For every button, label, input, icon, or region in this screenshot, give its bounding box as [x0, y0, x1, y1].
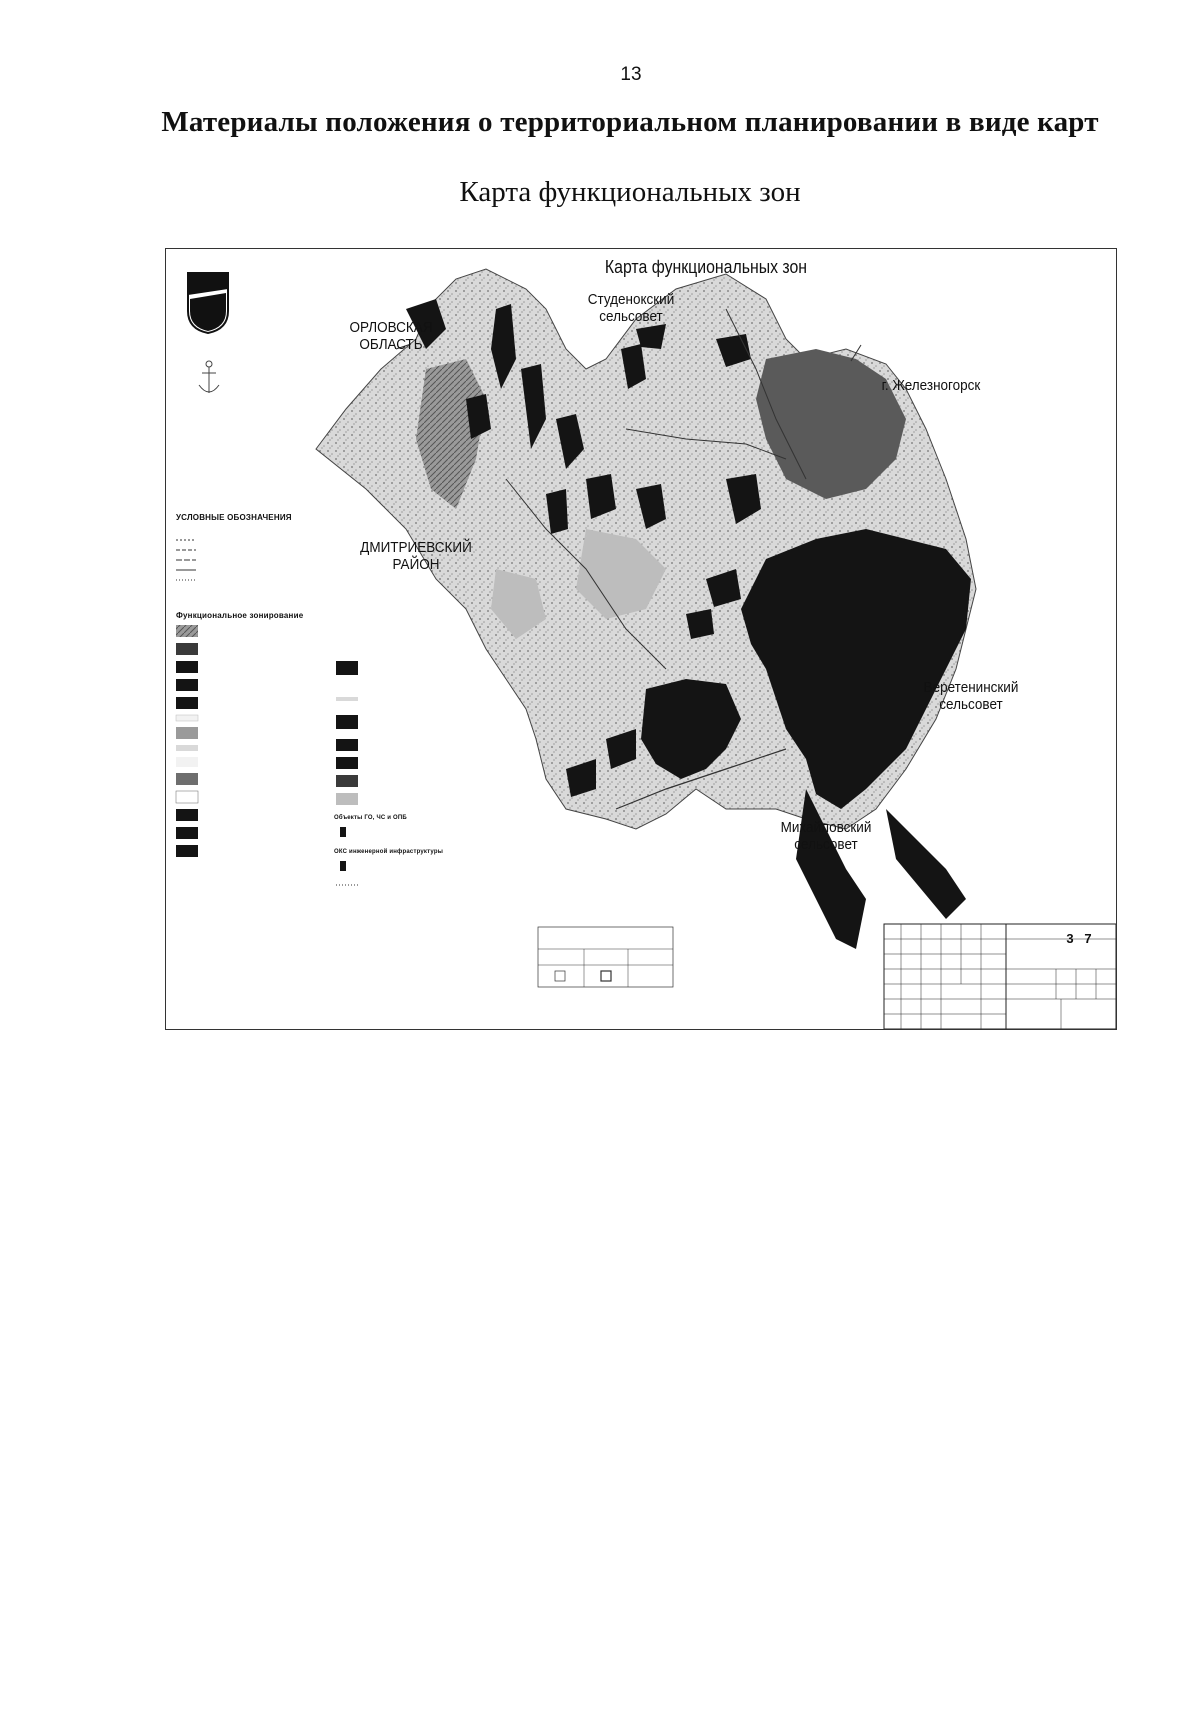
page-subtitle: Карта функциональных зон [459, 176, 801, 208]
page-title: Материалы положения о территориальном планировании в виде карт [161, 106, 1099, 138]
forest-patch [686, 609, 714, 639]
label-mikhailovka: Михайловский сельсовет [780, 819, 872, 853]
legend-mini-table [538, 927, 673, 987]
label-oryol-region: ОРЛОВСКАЯ ОБЛАСТЬ [349, 319, 433, 353]
legend-swatches [176, 540, 358, 885]
sheet-count: 7 [1084, 931, 1092, 946]
sheet-number: 3 [1066, 931, 1074, 946]
label-studenok: Студенокский сельсовет [587, 291, 675, 325]
map-drawing [166, 249, 1116, 1029]
coat-of-arms-icon [186, 271, 230, 335]
label-dmitriev: ДМИТРИЕВСКИЙ РАЙОН [360, 539, 472, 573]
anchor-icon [194, 359, 224, 399]
legend-section-go: Объекты ГО, ЧС и ОПБ [334, 815, 407, 821]
label-veretenino: Веретенинский сельсовет [923, 679, 1019, 713]
legend-section-oks: ОКС инженерной инфраструктуры [334, 849, 444, 855]
map-title: Карта функциональных зон [604, 257, 808, 277]
legend-heading: УСЛОВНЫЕ ОБОЗНАЧЕНИЯ [176, 513, 292, 522]
page-number: 13 [620, 64, 642, 85]
functional-zones-map [165, 248, 1117, 1030]
legend-section-functional: Функциональное зонирование [176, 611, 304, 620]
dark-zone-spur-2 [886, 809, 966, 919]
label-zheleznogorsk: г. Железногорск [881, 377, 981, 394]
